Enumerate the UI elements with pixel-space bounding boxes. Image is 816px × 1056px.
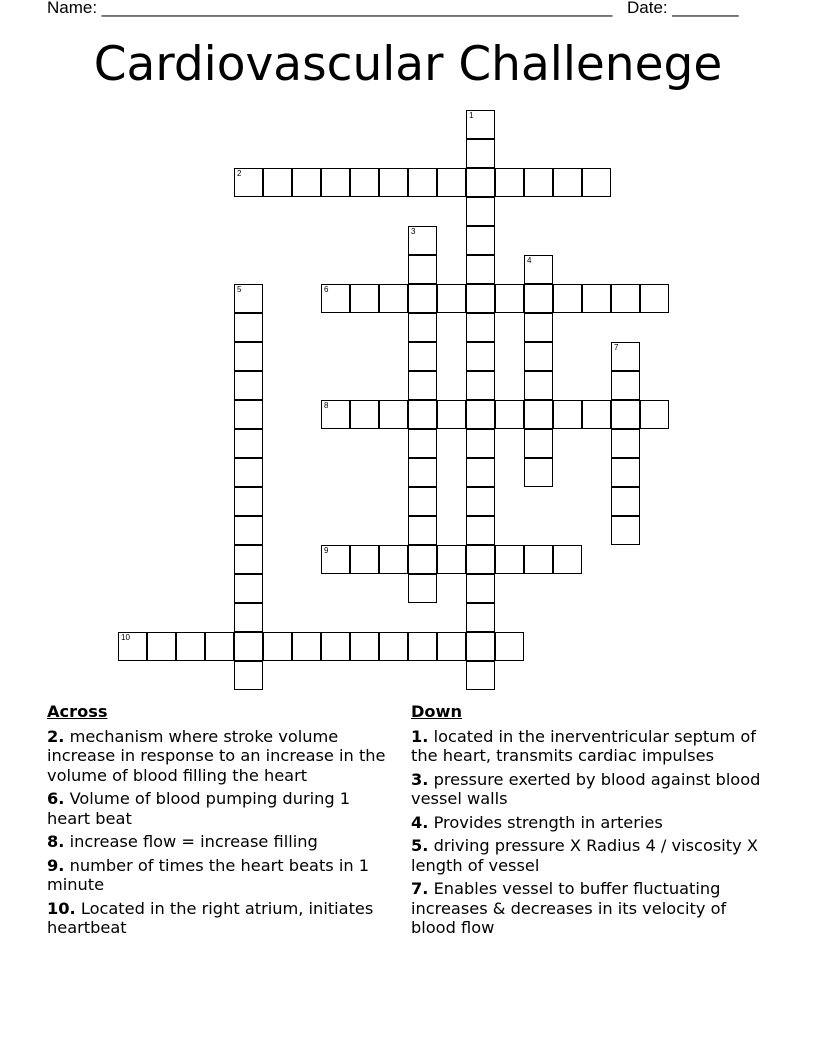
clue-number: 4. [411,812,429,832]
crossword-cell[interactable] [611,400,640,429]
crossword-cell[interactable] [437,400,466,429]
crossword-cell[interactable] [524,458,553,487]
puzzle-title: Cardiovascular Challenege [93,37,723,92]
cell-number: 8 [324,401,329,410]
clue-number: 7. [411,879,429,898]
crossword-cell[interactable] [524,255,553,284]
crossword-cell[interactable] [379,400,408,429]
clue-text: Provides strength in arteries [433,812,663,832]
crossword-cell[interactable] [466,545,495,574]
cell-number: 5 [237,285,242,294]
crossword-cell[interactable] [176,632,205,661]
crossword-cell[interactable] [466,168,495,197]
clue-across-2 [47,727,392,786]
crossword-cell[interactable] [321,545,350,574]
cell-number: 1 [469,111,474,120]
clue-across-6 [47,789,392,828]
crossword-cell[interactable] [350,545,379,574]
crossword-cell[interactable] [466,661,495,690]
crossword-cell[interactable] [553,545,582,574]
clue-number: 5. [411,836,429,855]
clue-text: mechanism where stroke volume increase in response to an increase in the volume of blood filling the heart [47,726,386,785]
clue-down-7 [411,879,771,938]
crossword-cell[interactable] [437,632,466,661]
crossword-cell[interactable] [205,632,234,661]
crossword-cell[interactable] [582,168,611,197]
crossword-cell[interactable] [437,168,466,197]
crossword-cell[interactable] [408,342,437,371]
crossword-cell[interactable] [495,545,524,574]
cell-number: 10 [121,633,130,642]
crossword-cell[interactable] [466,313,495,342]
crossword-cell[interactable] [379,168,408,197]
clue-number: 3. [411,769,429,789]
crossword-cell[interactable] [466,632,495,661]
clue-number: 9. [47,855,65,875]
crossword-cell[interactable] [611,487,640,516]
crossword-cell[interactable] [524,400,553,429]
crossword-cell[interactable] [408,371,437,400]
crossword-cell[interactable] [408,400,437,429]
crossword-cell[interactable] [524,371,553,400]
crossword-cell[interactable] [408,255,437,284]
cell-number: 6 [324,285,329,294]
crossword-cell[interactable] [408,574,437,603]
crossword-cell[interactable] [466,255,495,284]
crossword-cell[interactable] [292,168,321,197]
clue-down-4 [411,813,771,833]
clue-number: 1. [411,726,429,746]
crossword-cell[interactable] [408,516,437,545]
crossword-cell[interactable] [350,168,379,197]
crossword-cell[interactable] [640,400,669,429]
down-heading: Down [411,702,463,721]
crossword-cell[interactable] [466,139,495,168]
crossword-cell[interactable] [321,632,350,661]
date-field[interactable]: Date: _______ [627,0,739,17]
crossword-cell[interactable] [379,632,408,661]
crossword-cell[interactable] [263,168,292,197]
crossword-cell[interactable] [379,284,408,313]
crossword-cell[interactable] [321,284,350,313]
crossword-cell[interactable] [466,516,495,545]
cell-number: 3 [411,227,416,236]
clue-text: increase flow = increase filling [69,832,318,851]
crossword-cell[interactable] [466,342,495,371]
crossword-cell[interactable] [408,284,437,313]
crossword-cell[interactable] [234,458,263,487]
crossword-cell[interactable] [350,284,379,313]
crossword-cell[interactable] [611,284,640,313]
crossword-cell[interactable] [466,284,495,313]
crossword-cell[interactable] [524,313,553,342]
across-heading: Across [47,702,108,721]
crossword-cell[interactable] [234,603,263,632]
crossword-cell[interactable] [466,197,495,226]
clue-text: pressure exerted by blood against blood vessel walls [411,769,761,808]
crossword-cell[interactable] [524,168,553,197]
crossword-cell[interactable] [582,400,611,429]
crossword-cell[interactable] [234,168,263,197]
crossword-cell[interactable] [234,516,263,545]
crossword-cell[interactable] [466,458,495,487]
crossword-cell[interactable] [408,487,437,516]
crossword-cell[interactable] [466,226,495,255]
clue-text: driving pressure X Radius 4 / viscosity X length of vessel [411,836,758,875]
clue-number: 10. [47,898,76,918]
crossword-cell[interactable] [408,545,437,574]
crossword-cell[interactable] [234,284,263,313]
crossword-cell[interactable] [553,168,582,197]
clue-across-9 [47,856,392,895]
cell-number: 2 [237,169,242,178]
clue-text: Enables vessel to buffer fluctuating increases & decreases in its velocity of blood flow [411,879,727,937]
crossword-cell[interactable] [437,284,466,313]
crossword-cell[interactable] [611,458,640,487]
clue-text: Volume of blood pumping during 1 heart beat [47,789,351,828]
crossword-cell[interactable] [553,400,582,429]
clue-across-8 [47,832,392,852]
clue-number: 8. [47,832,65,851]
crossword-cell[interactable] [408,458,437,487]
crossword-cell[interactable] [408,313,437,342]
crossword-cell[interactable] [321,400,350,429]
crossword-cell[interactable] [524,284,553,313]
crossword-cell[interactable] [553,284,582,313]
crossword-cell[interactable] [234,313,263,342]
crossword-cell[interactable] [234,661,263,690]
crossword-cell[interactable] [495,284,524,313]
across-clues [47,702,392,942]
clue-text: Located in the right atrium, initiates heartbeat [47,898,374,937]
crossword-cell[interactable] [234,400,263,429]
clue-number: 6. [47,789,65,808]
crossword-cell[interactable] [379,545,408,574]
crossword-cell[interactable] [495,632,524,661]
crossword-cell[interactable] [408,429,437,458]
cell-number: 4 [527,256,532,265]
crossword-cell[interactable] [524,545,553,574]
crossword-cell[interactable] [466,429,495,458]
clue-down-1 [411,727,771,766]
clue-number: 2. [47,726,65,746]
crossword-cell[interactable] [234,487,263,516]
crossword-cell[interactable] [524,429,553,458]
crossword-cell[interactable] [118,632,147,661]
crossword-cell[interactable] [408,632,437,661]
crossword-cell[interactable] [611,429,640,458]
crossword-cell[interactable] [292,632,321,661]
cell-number: 9 [324,546,329,555]
clue-across-10 [47,899,392,938]
crossword-cell[interactable] [234,574,263,603]
crossword-cell[interactable] [437,545,466,574]
crossword-cell[interactable] [582,284,611,313]
crossword-cell[interactable] [234,371,263,400]
clue-text: located in the inerventricular septum of the heart, transmits cardiac impulses [411,726,756,765]
crossword-cell[interactable] [234,632,263,661]
crossword-cell[interactable] [466,110,495,139]
down-clues [411,702,771,942]
crossword-cell[interactable] [495,400,524,429]
crossword-cell[interactable] [263,632,292,661]
cell-number: 7 [614,343,619,352]
crossword-cell[interactable] [611,516,640,545]
crossword-cell[interactable] [234,342,263,371]
crossword-cell[interactable] [147,632,176,661]
crossword-cell[interactable] [350,632,379,661]
clue-down-3 [411,770,771,809]
crossword-cell[interactable] [466,371,495,400]
crossword-cell[interactable] [524,342,553,371]
crossword-cell[interactable] [466,400,495,429]
crossword-cell[interactable] [640,284,669,313]
crossword-cell[interactable] [234,429,263,458]
crossword-cell[interactable] [350,400,379,429]
crossword-cell[interactable] [611,371,640,400]
crossword-cell[interactable] [234,545,263,574]
name-field[interactable]: Name: ______________________________________________________ [47,0,613,17]
clue-down-5 [411,836,771,875]
crossword-cell[interactable] [495,168,524,197]
clue-text: number of times the heart beats in 1 minute [47,855,370,894]
crossword-cell[interactable] [466,487,495,516]
crossword-cell[interactable] [466,574,495,603]
crossword-cell[interactable] [611,342,640,371]
crossword-cell[interactable] [466,603,495,632]
crossword-cell[interactable] [408,168,437,197]
crossword-cell[interactable] [321,168,350,197]
crossword-cell[interactable] [408,226,437,255]
